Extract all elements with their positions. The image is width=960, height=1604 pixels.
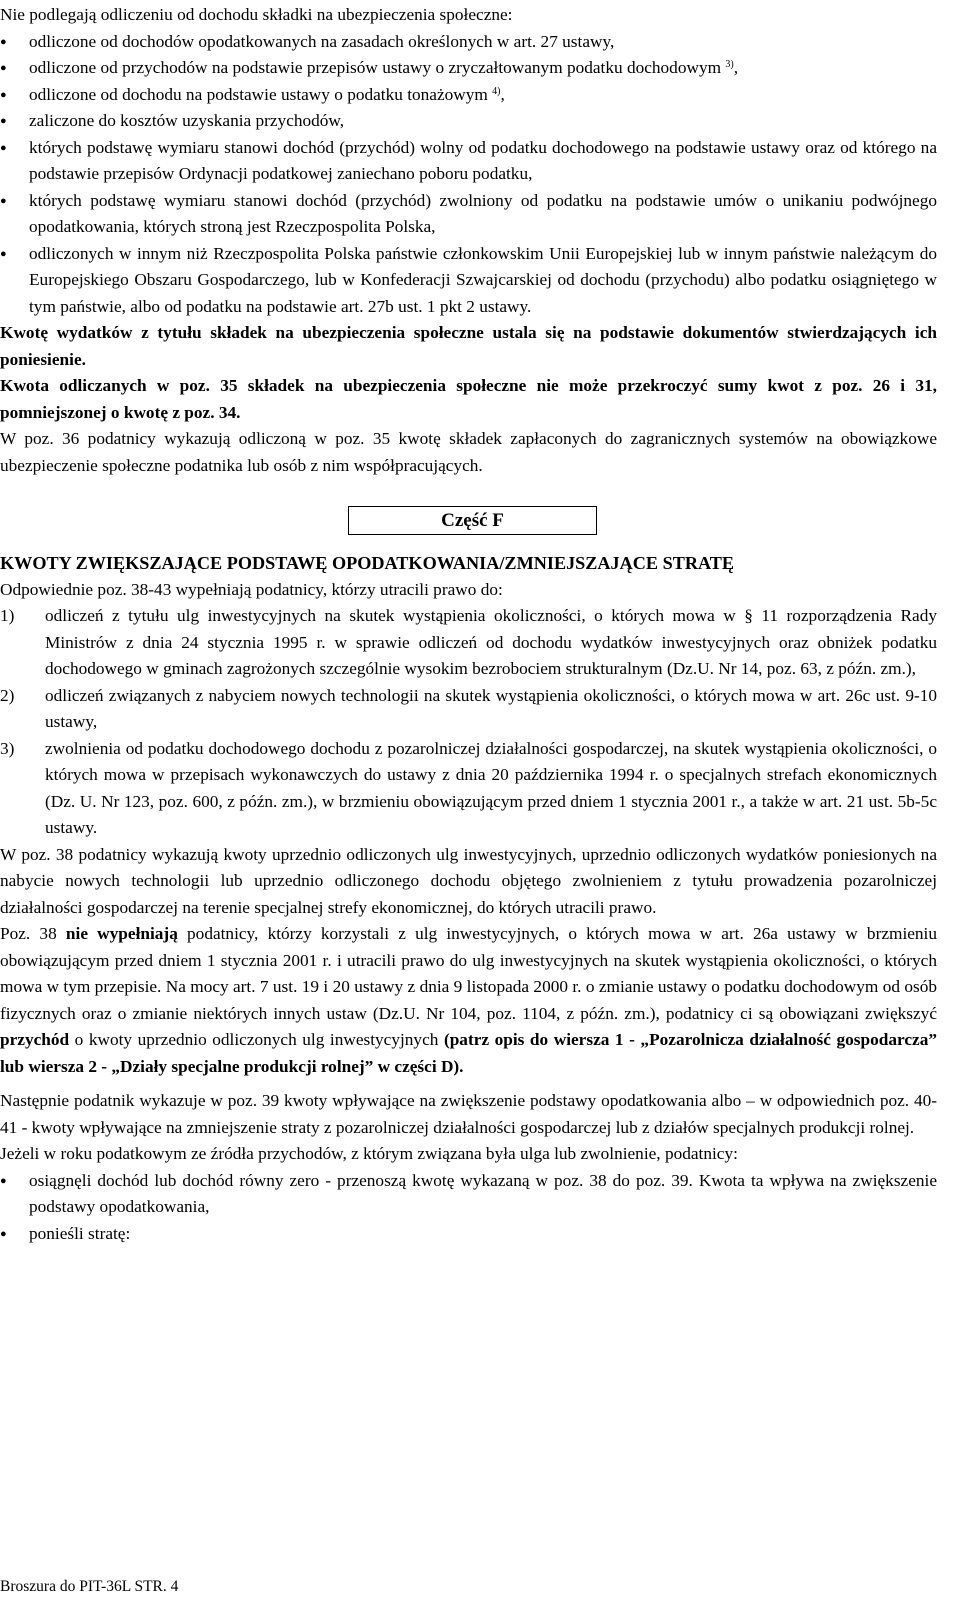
- footnote-ref: 4): [492, 85, 501, 97]
- footnote-ref: 3): [725, 59, 734, 70]
- list-item: ● których podstawę wymiaru stanowi dochód (przychód) zwolniony od podatku na podstawie umów o unikaniu podwójnego opodatkowania, których stroną jest Rzeczpospolita Polska,: [0, 188, 937, 241]
- list-item: ● ponieśli stratę:: [0, 1221, 937, 1248]
- final-list: [0, 1168, 937, 1248]
- item-number: 3): [0, 738, 15, 758]
- section-heading: KWOTY ZWIĘKSZAJĄCE PODSTAWĘ OPODATKOWANIA/ZMNIEJSZAJĄCE STRATĘ: [0, 553, 735, 573]
- list-item: ● zaliczone do kosztów uzyskania przychodów,: [0, 108, 937, 135]
- page-footer: Broszura do PIT-36L STR. 4: [0, 1578, 179, 1595]
- list-item: 1) odliczeń z tytułu ulg inwestycyjnych na skutek wystąpienia okoliczności, o których mowa w § 11 rozporządzenia Rady Ministrów z dnia 24 stycznia 1995 r. w sprawie odliczeń od dochodu wydatków inwestycyjnych oraz obniżek podatku dochodowego w gminach zagrożonych szczególnie wysokim bezrobociem strukturalnym (Dz.U. Nr 14, poz. 63, z późn. zm.),: [0, 603, 937, 683]
- paragraph: Poz. 38 nie wypełniają podatnicy, którzy korzystali z ulg inwestycyjnych, o których mowa w art. 26a ustawy w brzmieniu obowiązującym przed dniem 1 stycznia 2001 r. i utracili prawo do ulg inwestycyjnych na skutek wystąpienia okoliczności, o których mowa w tym przepisie. Na mocy art. 7 ust. 19 i 20 ustawy z dnia 9 listopada 2000 r. o zmianie ustawy o podatku dochodowym od osób fizycznych oraz o zmianie niektórych innych ustaw (Dz.U. Nr 104, poz. 1104, z późn. zm.), podatnicy ci są obowiązani zwiększyć przychód o kwoty uprzednio odliczonych ulg inwestycyjnych (patrz opis do wiersza 1 - „Pozarolnicza działalność gospodarcza” lub wiersza 2 - „Działy specjalne produkcji rolnej” w części D).: [0, 924, 937, 1076]
- paragraph: Odpowiednie poz. 38-43 wypełniają podatnicy, którzy utracili prawo do:: [0, 579, 503, 599]
- list-item: ● odliczonych w innym niż Rzeczpospolita Polska państwie członkowskim Unii Europejskiej lub w innym państwie należącym do Europejskiego Obszaru Gospodarczego, lub w Konfederacji Szwajcarskiej od dochodu (przychodu) albo podatku osiągniętego w tym państwie, albo od podatku na podstawie art. 27b ust. 1 pkt 2 ustawy.: [0, 241, 937, 321]
- paragraph: Następnie podatnik wykazuje w poz. 39 kwoty wpływające na zwiększenie podstawy opodatkowania albo – w odpowiednich poz. 40-41 - kwoty wpływające na zmniejszenie straty z pozarolniczej działalności gospodarczej lub z działów specjalnych produkcji rolnej.: [0, 1091, 937, 1137]
- paragraph: W poz. 38 podatnicy wykazują kwoty uprzednio odliczonych ulg inwestycyjnych, uprzednio odliczonych wydatków poniesionych na nabycie nowych technologii lub uprzednio odliczonego dochodu objętego zwolnieniem z tytułu prowadzenia pozarolniczej działalności gospodarczej na terenie specjalnej strefy ekonomicznej, do których utracili prawo.: [0, 844, 937, 917]
- list-item: ● odliczone od dochodów opodatkowanych na zasadach określonych w art. 27 ustawy,: [0, 29, 937, 56]
- intro-paragraph: Nie podlegają odliczeniu od dochodu składki na ubezpieczenia społeczne:: [0, 5, 513, 24]
- bold-paragraph: Kwota odliczanych w poz. 35 składek na ubezpieczenia społeczne nie może przekroczyć sumy kwot z poz. 26 i 31, pomniejszonej o kwotę z poz. 34.: [0, 376, 937, 422]
- item-number: 1): [0, 606, 15, 625]
- exclusions-list: [0, 29, 937, 321]
- page-content: [0, 2, 937, 1247]
- bold-paragraph: Kwotę wydatków z tytułu składek na ubezpieczenia społeczne ustala się na podstawie dokumentów stwierdzających ich poniesienie.: [0, 323, 937, 369]
- list-item: ● odliczone od przychodów na podstawie przepisów ustawy o zryczałtowanym podatku dochodowym $^{3)}$,: [0, 55, 937, 82]
- list-item: 3) zwolnienia od podatku dochodowego dochodu z pozarolniczej działalności gospodarczej, na skutek wystąpienia okoliczności, o których mowa w przepisach wykonawczych do ustawy z dnia 20 października 1994 r. o specjalnych strefach ekonomicznych (Dz. U. Nr 123, poz. 600, z późn. zm.), w brzmieniu obowiązującym przed dniem 1 stycznia 2001 r., a także w art. 21 ust. 5b-5c ustawy.: [0, 736, 937, 842]
- paragraph: Jeżeli w roku podatkowym ze źródła przychodów, z którym związana była ulga lub zwolnienie, podatnicy:: [0, 1144, 738, 1163]
- paragraph: W poz. 36 podatnicy wykazują odliczoną w poz. 35 kwotę składek zapłaconych do zagranicznych systemów na obowiązkowe ubezpieczenie społeczne podatnika lub osób z nim współpracujących.: [0, 429, 937, 475]
- list-item: ● których podstawę wymiaru stanowi dochód (przychód) wolny od podatku dochodowego na podstawie ustawy oraz od którego na podstawie przepisów Ordynacji podatkowej zaniechano poboru podatku,: [0, 135, 937, 188]
- list-item: 2) odliczeń związanych z nabyciem nowych technologii na skutek wystąpienia okoliczności, o których mowa w art. 26c ust. 9-10 ustawy,: [0, 683, 937, 736]
- item-number: 2): [0, 685, 15, 705]
- section-label-box: Część F: [348, 506, 597, 535]
- numbered-list: [0, 603, 937, 842]
- list-item: ● odliczone od dochodu na podstawie ustawy o podatku tonażowym $^{4)}$,: [0, 82, 937, 109]
- list-item: ● osiągnęli dochód lub dochód równy zero - przenoszą kwotę wykazaną w poz. 38 do poz. 39. Kwota ta wpływa na zwiększenie podstawy opodatkowania,: [0, 1168, 937, 1221]
